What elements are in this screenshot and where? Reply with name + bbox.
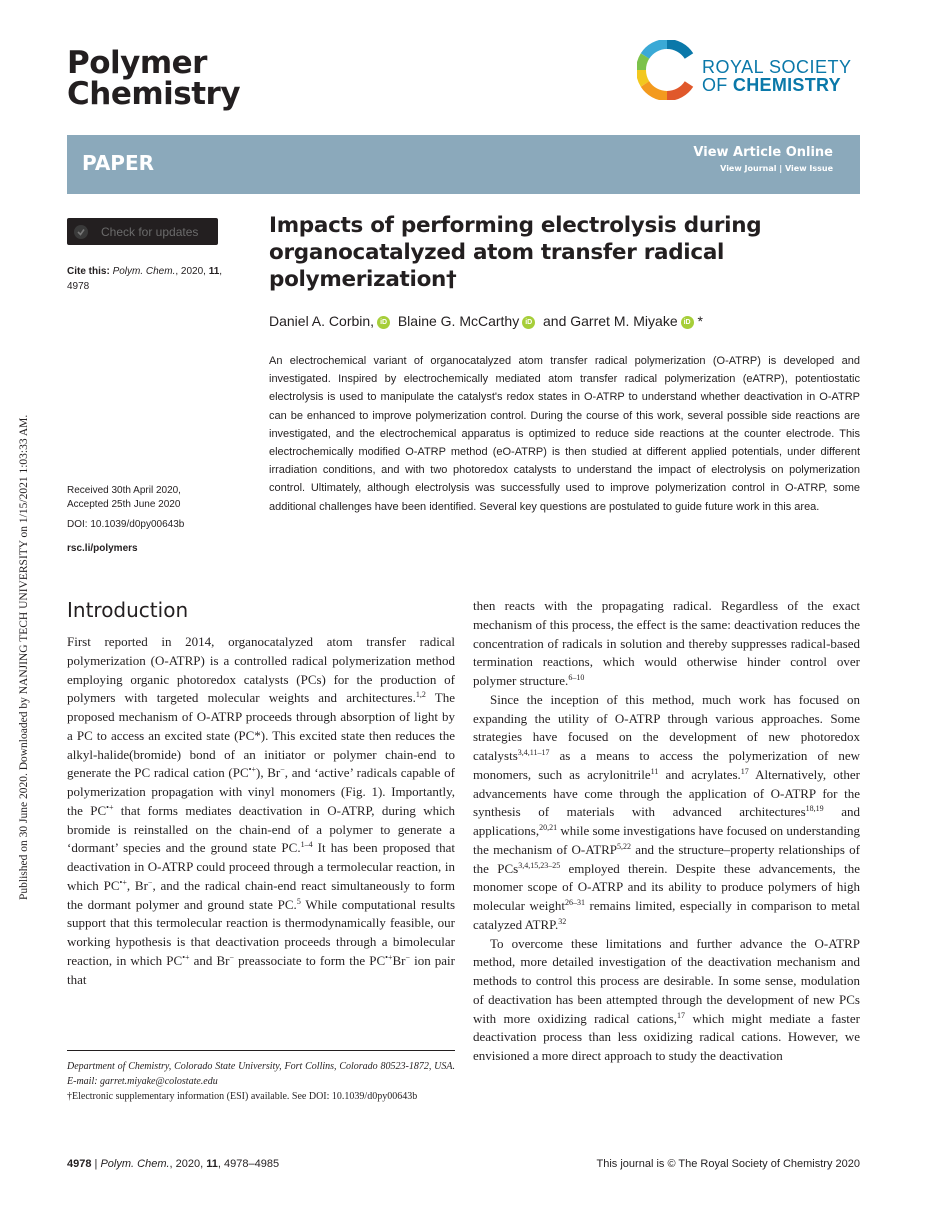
journal-title xyxy=(67,45,241,112)
view-journal-link[interactable]: View Journal xyxy=(720,164,777,173)
view-links xyxy=(720,164,833,173)
page-footer-right: This journal is © The Royal Society of Chemistry 2020 xyxy=(596,1158,860,1170)
citation-block xyxy=(67,264,247,294)
cite-year: , 2020, xyxy=(175,266,209,277)
cite-page: , 4978 xyxy=(67,266,223,292)
orcid-icon[interactable]: iD xyxy=(522,316,535,329)
check-for-updates-icon xyxy=(73,224,89,240)
view-article-online-link[interactable]: View Article Online xyxy=(693,145,833,160)
received-date: Received 30th April 2020, xyxy=(67,485,181,496)
publisher-name-line2 xyxy=(702,75,841,96)
footnote-divider xyxy=(67,1050,455,1051)
footer-pages: , 4978–4985 xyxy=(217,1158,280,1170)
article-type-label: PAPER xyxy=(82,151,155,175)
author-1: Daniel A. Corbin, xyxy=(269,313,375,329)
page-footer-left xyxy=(67,1158,279,1170)
cite-volume: 11 xyxy=(208,266,220,277)
author-2: Blaine G. McCarthy xyxy=(397,313,520,329)
download-watermark: Published on 30 June 2020. Downloaded by NANJING TECH UNIVERSITY on 1/15/2021 1:03:33 AM. xyxy=(18,414,30,900)
check-for-updates-label: Check for updates xyxy=(101,224,199,239)
affiliation-footnote: Department of Chemistry, Colorado State University, Fort Collins, Colorado 80523-1872, USA. E-mail: garret.miyake@colostate.edu xyxy=(67,1061,455,1087)
body-column-left xyxy=(67,633,455,989)
footer-journal: Polym. Chem. xyxy=(100,1158,170,1170)
doi[interactable]: DOI: 10.1039/d0py00643b xyxy=(67,519,185,530)
paragraph: First reported in 2014, organocatalyzed atom transfer radical polymerization (O-ATRP) is a controlled radical polymerization method employing organic photoredox catalysts (PCs) for the production of polymers with targeted molecular weights and architectures.$^{1,2}$ The proposed mechanism of O-ATRP proceeds through absorption of light by a PC to access an excited state (PC*). This excited state then reduces the alkyl-halide(bromide) bond of an initiator or polymer chain-end to generate the PC radical cation (PC•+), Br−, and ‘active’ radicals capable of polymerization propagation with vinyl monomers (Fig. 1). Importantly, the PC•+ that forms mediates deactivation in O-ATRP, during which bromide is reinstalled on the chain-end of a polymer to generate a ‘dormant’ species and the ground state PC.$^{1-4}$ It has been proposed that deactivation in O-ATRP could proceed through a termolecular reaction, in which PC•+, Br−, and the radical chain-end react simultaneously to form the dormant polymer and ground state PC.$^5$ While computational results support that this termolecular reaction is thermodynamically feasible, our working hypothesis is that deactivation proceeds through a bimolecular reaction, in which PC•+ and Br− preassociate to form the PC•+Br− ion pair that xyxy=(67,634,456,987)
article-title: Impacts of performing electrolysis during organocatalyzed atom transfer radical polymerization† xyxy=(269,213,762,292)
publisher-chemistry: CHEMISTRY xyxy=(732,75,841,95)
author-3: and Garret M. Miyake xyxy=(543,313,678,329)
journal-link[interactable]: rsc.li/polymers xyxy=(67,543,138,554)
footer-volume: 11 xyxy=(206,1158,218,1170)
orcid-icon[interactable]: iD xyxy=(377,316,390,329)
section-heading-introduction: Introduction xyxy=(67,598,189,622)
body-column-right xyxy=(473,597,860,1066)
cite-label: Cite this: xyxy=(67,266,110,277)
author-list xyxy=(269,313,703,329)
orcid-icon[interactable]: iD xyxy=(681,316,694,329)
paragraph: then reacts with the propagating radical. Regardless of the exact mechanism of this process, the effect is the same: deactivation reduces the concentration of radicals in solution and thereby suppresses radical-based termination reactions, which would otherwise hinder control over polymer structure.$^{6-10}$ xyxy=(473,598,860,688)
journal-title-line1: Polymer xyxy=(67,45,207,81)
publisher-name-line1: ROYAL SOCIETY xyxy=(702,57,852,77)
check-for-updates-button[interactable] xyxy=(67,218,218,245)
esi-footnote: †Electronic supplementary information (ESI) available. See DOI: 10.1039/d0py00643b xyxy=(67,1091,418,1102)
view-issue-link[interactable]: View Issue xyxy=(784,164,833,173)
paragraph: Since the inception of this method, much work has focused on expanding the utility of O-ATRP through various approaches. Some strategies have focused on the development of new photoredox catalysts$^{3,4,11-17}$ as a means to access the polymerization of new monomers, such as acrylonitrile$^{11}$ and acrylates.$^{17}$ Alternatively, other advancements have come through the application of O-ATRP for the synthesis of materials with advanced architectures$^{18,19}$ and applications,$^{20,21}$ while some investigations have focused on understanding the mechanism of O-ATRP$^{5,22}$ and the structure–property relationships of the PCs$^{3,4,15,23-25}$ employed therein. Despite these advancements, the monomer scope of O-ATRP and its ability to produce polymers of high molecular weight$^{26-31}$ remains limited, especially in comparison to metal catalyzed ATRP.$^{32}$ xyxy=(473,691,861,932)
paragraph: To overcome these limitations and further advance the O-ATRP method, more detailed investigation of the deactivation mechanism and methods to control this process are desirable. In some sense, modulation of deactivation has been attempted through the development of new PCs with more oxidizing radical cations,$^{17}$ which might mediate a faster deactivation process than less oxidizing radical cations. However, we envisioned a more direct approach to study the deactivation xyxy=(473,935,860,1063)
accepted-date: Accepted 25th June 2020 xyxy=(67,499,181,510)
page-number: 4978 xyxy=(67,1158,92,1170)
journal-title-line2: Chemistry xyxy=(67,76,241,112)
footer-year: , 2020, xyxy=(169,1158,207,1170)
rsc-logo-icon xyxy=(637,40,697,100)
view-links-separator: | xyxy=(776,164,785,173)
footnotes xyxy=(67,1059,455,1104)
publisher-of: OF xyxy=(702,75,728,95)
footer-separator: | xyxy=(91,1158,101,1170)
abstract: An electrochemical variant of organocatalyzed atom transfer radical polymerization (O-ATRP) is developed and investigated. Inspired by electrochemically mediated atom transfer radical polymerization (eATRP), potentiostatic electrolysis is used to manipulate the catalyst's redox states in O-ATRP to understand whether deactivation in O-ATRP can be enhanced to improve polymerization control. During the course of this work, several possible side reactions are investigated, and the electrochemical apparatus is optimized to reduce side reactions at the counter electrode. This electrochemically modified O-ATRP method (eO-ATRP) is then studied at different applied potentials, under different irradiation conditions, and with two photoredox catalysts to understand the impact of electrolysis on polymerization control. Ultimately, although electrolysis was successfully used to improve polymerization control in O-ATRP, some additional challenges have been identified. Several key questions are postulated to guide future work in this area. xyxy=(269,355,860,513)
dates-block xyxy=(67,484,257,512)
corresponding-mark: * xyxy=(693,313,703,329)
cite-journal: Polym. Chem. xyxy=(112,266,176,277)
